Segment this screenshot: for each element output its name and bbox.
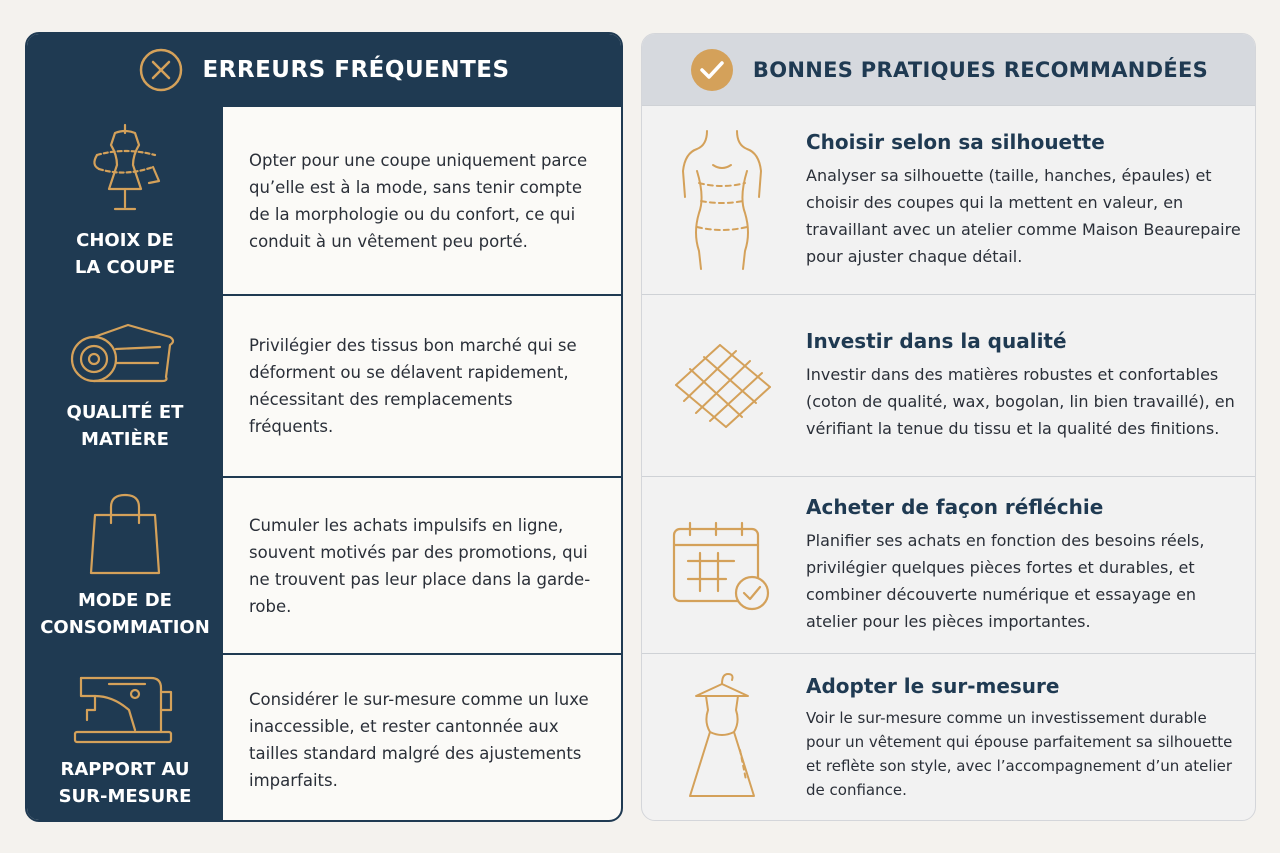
mistake-row-made-to-measure [27,653,621,822]
practice-description: Investir dans des matières robustes et confortables (coton de qualité, wax, bogolan, lin bien travaillé), en vérifiant la tenue du tissu et la qualité des finitions. [806,365,1235,438]
mistake-description: Cumuler les achats impulsifs en ligne, souvent motivés par des promotions, qui ne trouvent pas leur place dans la garde-robe. [249,515,591,616]
mistakes-title: ERREURS FRÉQUENTES [202,56,510,83]
mistake-category [27,296,223,476]
mistake-category [27,478,223,653]
mistake-category-label: CHOIX DE LA COUPE [74,229,176,278]
practice-row-quality [642,294,1255,476]
shopping-bag-icon [85,491,165,577]
mistake-row-cut [27,105,621,294]
mistake-description: Considérer le sur-mesure comme un luxe inaccessible, et rester cantonnée aux tailles standard malgré des ajustements imparfaits. [249,689,589,790]
best-practices-header [642,34,1255,105]
practice-title: Choisir selon sa silhouette [806,130,1105,154]
best-practices-title: BONNES PRATIQUES RECOMMANDÉES [752,57,1209,82]
practice-row-silhouette [642,105,1255,294]
practice-title: Investir dans la qualité [806,329,1067,353]
practice-description: Planifier ses achats en fonction des besoins réels, privilégier quelques pièces fortes et durables, et combiner découverte numérique et essayage en atelier pour les pièces importantes. [806,531,1205,631]
best-practices-panel [641,33,1256,821]
calendar-check-icon [652,477,792,653]
mistake-category-label: MODE DE CONSOMMATION [40,589,210,638]
fabric-roll-icon [70,319,180,389]
silhouette-icon [652,106,792,294]
mistakes-header [27,34,621,105]
woven-fabric-icon [652,295,792,476]
dress-form-icon [83,121,167,217]
mistake-category [27,655,223,822]
x-circle-icon [138,47,184,93]
dress-hanger-icon [652,654,792,821]
practice-description: Voir le sur-mesure comme un investissement durable pour un vêtement qui épouse parfaitement sa silhouette et reflète son style, avec l’accompagnement d’un atelier de confiance. [806,709,1233,799]
check-circle-icon [689,47,735,93]
mistake-description: Opter pour une coupe uniquement parce qu’elle est à la mode, sans tenir compte de la morphologie ou du confort, ce qui conduit à un vêtement peu porté. [249,150,588,251]
practice-title: Adopter le sur-mesure [806,674,1060,698]
mistake-category-label: QUALITÉ ET MATIÈRE [66,402,184,450]
mistake-category [27,107,223,294]
mistake-category-label: RAPPORT AU SUR-MESURE [58,758,192,807]
practice-row-mindful-buying [642,476,1255,653]
sewing-machine-icon [73,670,177,746]
mistake-row-quality [27,294,621,476]
practice-row-made-to-measure [642,653,1255,821]
mistake-description: Privilégier des tissus bon marché qui se déforment ou se délavent rapidement, nécessitant des remplacements fréquents. [249,336,577,436]
mistake-row-consumption [27,476,621,653]
common-mistakes-panel [25,32,623,822]
practice-description: Analyser sa silhouette (taille, hanches, épaules) et choisir des coupes qui la mettent en valeur, en travaillant avec un atelier comme Maison Beaurepaire pour ajuster chaque détail. [806,166,1241,266]
practice-title: Acheter de façon réfléchie [806,495,1104,519]
